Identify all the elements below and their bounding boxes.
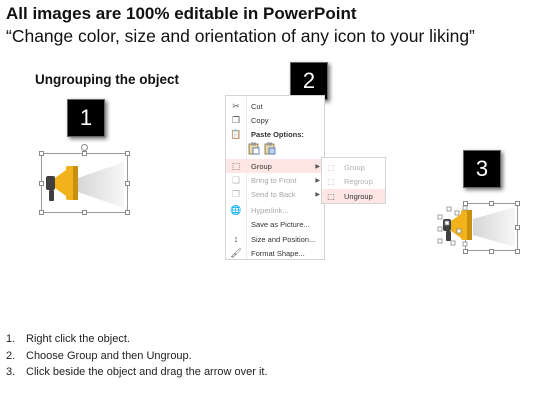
regroup-icon: ⬚ [327,176,335,186]
submenu-item-ungroup[interactable]: ⬚ Ungroup [322,189,385,203]
group-submenu [321,157,386,204]
resize-handle-top-right[interactable] [125,151,130,156]
group-icon: ⬚ [327,162,335,172]
menu-item-size-and-position[interactable]: ↕ Size and Position... [226,232,324,246]
menu-item-bring-to-front[interactable]: ❏ Bring to Front ▶ [226,173,324,187]
context-menu [225,95,325,260]
resize-handle-bottom-right[interactable] [125,210,130,215]
section-title: Ungrouping the object [35,72,179,87]
ungroup-icon: ⬚ [327,191,335,201]
menu-item-hyperlink[interactable]: 🌐 Hyperlink... [226,203,324,217]
step-badge-2: 2 [290,62,328,100]
paste-option-buttons [248,142,276,155]
menu-item-copy[interactable]: ❐ Copy [226,113,324,127]
paste-keep-formatting-icon[interactable] [248,142,260,155]
copy-icon: ❐ [231,114,241,125]
rotation-handle[interactable] [81,144,88,151]
hyperlink-icon: 🌐 [230,204,242,215]
step-badge-3: 3 [463,150,501,188]
scissors-icon: ✂ [232,100,240,111]
menu-header-paste-options: 📋 Paste Options: [226,127,324,141]
page-title: All images are 100% editable in PowerPoint [6,4,357,23]
instruction-item: 2. Choose Group and then Ungroup. [6,349,192,362]
send-to-back-icon: ❐ [231,188,241,199]
megaphone-icon [44,160,128,210]
size-position-icon: ↕ [233,234,239,244]
page-subtitle: “Change color, size and orientation of any icon to your liking” [6,26,475,46]
menu-item-save-as-picture[interactable]: Save as Picture... [251,219,310,229]
menu-item-cut[interactable]: ✂ Cut [226,99,324,113]
resize-handle-top[interactable] [82,151,87,156]
group-icon: ⬚ [231,160,241,171]
paste-icon: 📋 [230,128,242,139]
instruction-item: 3. Click beside the object and drag the arrow over it. [6,366,268,378]
resize-handle-top-left[interactable] [39,151,44,156]
paste-picture-icon[interactable] [264,142,276,155]
menu-item-group[interactable]: ⬚ Group ▶ [226,159,324,173]
format-shape-icon: 🖌 [230,247,242,258]
bring-to-front-icon: ❏ [231,174,241,185]
instruction-item: 1. Right click the object. [6,333,130,345]
step-badge-1: 1 [67,99,105,137]
resize-handle-bottom-left[interactable] [39,210,44,215]
submenu-arrow-icon: ▶ [315,177,320,184]
submenu-item-group[interactable]: ⬚ Group [322,160,385,174]
instruction-list [6,331,268,381]
submenu-arrow-icon: ▶ [315,163,320,170]
submenu-item-regroup[interactable]: ⬚ Regroup [322,174,385,188]
ungrouped-megaphone-icon [437,205,517,249]
submenu-arrow-icon: ▶ [315,191,320,198]
resize-handle-bottom[interactable] [82,210,87,215]
menu-item-format-shape[interactable]: 🖌 Format Shape... [226,246,324,260]
menu-item-send-to-back[interactable]: ❐ Send to Back ▶ [226,187,324,201]
